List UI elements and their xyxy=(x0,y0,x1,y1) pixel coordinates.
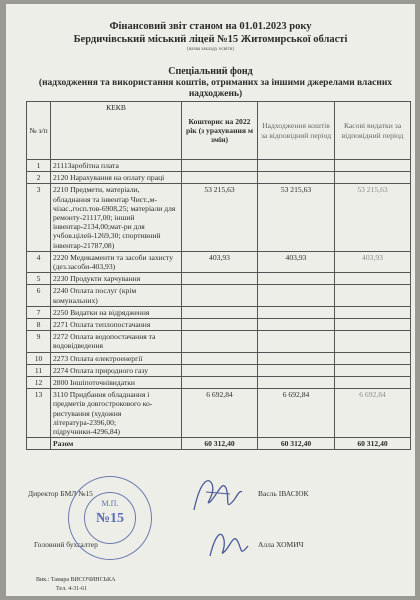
row-received xyxy=(258,319,335,331)
row-number: 4 xyxy=(27,251,51,272)
row-received: 6 692,84 xyxy=(258,389,335,438)
row-spent xyxy=(335,160,411,172)
row-received xyxy=(258,377,335,389)
director-signature xyxy=(186,472,246,518)
executor-line: Вик.: Тамара ВИСОЧИНСЬКА xyxy=(36,577,116,583)
row-number: 1 xyxy=(27,160,51,172)
director-name: Васль ІВАСЮК xyxy=(258,489,309,498)
table-row xyxy=(27,377,411,389)
accountant-signature xyxy=(204,524,254,564)
row-number: 13 xyxy=(27,389,51,438)
row-number: 5 xyxy=(27,273,51,285)
row-received xyxy=(258,331,335,352)
fund-title: Спеціальний фонд xyxy=(168,66,253,77)
table-row xyxy=(27,251,411,272)
row-spent xyxy=(335,285,411,306)
row-budget: 6 692,84 xyxy=(182,389,258,438)
row-kekv: 2120 Нарахування на оплату праці xyxy=(51,172,182,184)
row-budget: 403,93 xyxy=(182,251,258,272)
row-kekv: 2210 Предмети, матеріали, обладнання та інвентар Чист.,м-чізас.,госп.тов-6908,25; матеріали для ремонту-21117,00; інший інвентар-2134,00;мат-ри для учбов.цілей-1269,30; спортивний інвентар-21787,08) xyxy=(51,184,182,251)
institution-caption: (назва закладу освіти) xyxy=(186,47,235,52)
row-budget xyxy=(182,377,258,389)
finance-table xyxy=(26,101,411,450)
report-title: Фінансовий звіт станом на 01.01.2023 року xyxy=(109,21,312,32)
table-row xyxy=(27,184,411,251)
row-budget xyxy=(182,285,258,306)
table-row xyxy=(27,364,411,376)
total-received: 60 312,40 xyxy=(258,438,335,450)
school-stamp xyxy=(68,476,152,560)
row-number: 11 xyxy=(27,364,51,376)
header-spent: Касові видатки за відповідний період xyxy=(335,102,411,160)
table-row xyxy=(27,319,411,331)
row-spent xyxy=(335,172,411,184)
row-number: 9 xyxy=(27,331,51,352)
row-kekv: 2230 Продукти харчування xyxy=(51,273,182,285)
row-number: 10 xyxy=(27,352,51,364)
row-budget xyxy=(182,306,258,318)
total-row xyxy=(27,438,411,450)
row-received: 53 215,63 xyxy=(258,184,335,251)
row-budget xyxy=(182,319,258,331)
document-page xyxy=(6,4,415,596)
row-kekv: 2272 Оплата водопостачання та водовідведення xyxy=(51,331,182,352)
row-spent xyxy=(335,377,411,389)
row-spent: 53 215,63 xyxy=(335,184,411,251)
row-received: 403,93 xyxy=(258,251,335,272)
row-received xyxy=(258,160,335,172)
row-number: 7 xyxy=(27,306,51,318)
row-spent xyxy=(335,306,411,318)
row-kekv: 2220 Медикаменти та засоби захисту (дез.засоби-403,93) xyxy=(51,251,182,272)
row-budget xyxy=(182,273,258,285)
total-spent: 60 312,40 xyxy=(335,438,411,450)
row-received xyxy=(258,172,335,184)
row-received xyxy=(258,306,335,318)
row-kekv: 2274 Оплата природного газу xyxy=(51,364,182,376)
stamp-mp: М.П. xyxy=(101,499,119,508)
table-row xyxy=(27,306,411,318)
phone-line: Тел. 4-31-61 xyxy=(56,586,88,592)
row-budget xyxy=(182,331,258,352)
row-number: 3 xyxy=(27,184,51,251)
row-number: 12 xyxy=(27,377,51,389)
accountant-label: Головний бухгалтер xyxy=(34,540,98,549)
total-label: Разом xyxy=(51,438,182,450)
row-kekv: 2273 Оплата електроенергії xyxy=(51,352,182,364)
row-kekv: 2271 Оплата теплопостачання xyxy=(51,319,182,331)
row-spent xyxy=(335,331,411,352)
table-row xyxy=(27,331,411,352)
row-received xyxy=(258,285,335,306)
row-number: 6 xyxy=(27,285,51,306)
accountant-name: Алла ХОМИЧ xyxy=(258,540,304,549)
table-row xyxy=(27,389,411,438)
director-label: Директор БМЛ №15 xyxy=(28,489,93,498)
header-received: Надходження коштів за відповідний період xyxy=(258,102,335,160)
row-kekv: 2250 Видатки на відрядження xyxy=(51,306,182,318)
row-spent xyxy=(335,364,411,376)
row-budget xyxy=(182,172,258,184)
row-number: 2 xyxy=(27,172,51,184)
row-spent xyxy=(335,319,411,331)
row-budget xyxy=(182,160,258,172)
row-spent xyxy=(335,273,411,285)
row-kekv: 2240 Оплата послуг (крім комунальних) xyxy=(51,285,182,306)
table-header-row xyxy=(27,102,411,160)
row-received xyxy=(258,273,335,285)
row-spent xyxy=(335,352,411,364)
row-budget xyxy=(182,364,258,376)
row-budget xyxy=(182,352,258,364)
table-row xyxy=(27,160,411,172)
row-received xyxy=(258,352,335,364)
header-kekv: КЕКВ xyxy=(51,102,182,160)
row-spent: 6 692,84 xyxy=(335,389,411,438)
stamp-number: №15 xyxy=(95,511,125,526)
total-empty xyxy=(27,438,51,450)
header-budget: Кошторис на 2022 рік (з урахування м змін) xyxy=(182,102,258,160)
row-budget: 53 215,63 xyxy=(182,184,258,251)
institution-name: Бердичівський міський ліцей №15 Житомирської області xyxy=(73,34,348,45)
fund-subtitle: (надходження та використання коштів, отриманих за іншими джерелами власних надходжень) xyxy=(38,78,393,99)
table-row xyxy=(27,172,411,184)
total-budget: 60 312,40 xyxy=(182,438,258,450)
table-row xyxy=(27,352,411,364)
row-kekv: 2111Заробітна плата xyxy=(51,160,182,172)
table-row xyxy=(27,273,411,285)
row-number: 8 xyxy=(27,319,51,331)
header-num: № з/п xyxy=(27,102,51,160)
row-kekv: 2800 Іншіпоточнівидатки xyxy=(51,377,182,389)
table-row xyxy=(27,285,411,306)
row-kekv: 3110 Придбання обладнання і предметів довгострокового ко-ристування (художня література-2396,00; підручники-4296,84) xyxy=(51,389,182,438)
row-received xyxy=(258,364,335,376)
row-spent: 403,93 xyxy=(335,251,411,272)
